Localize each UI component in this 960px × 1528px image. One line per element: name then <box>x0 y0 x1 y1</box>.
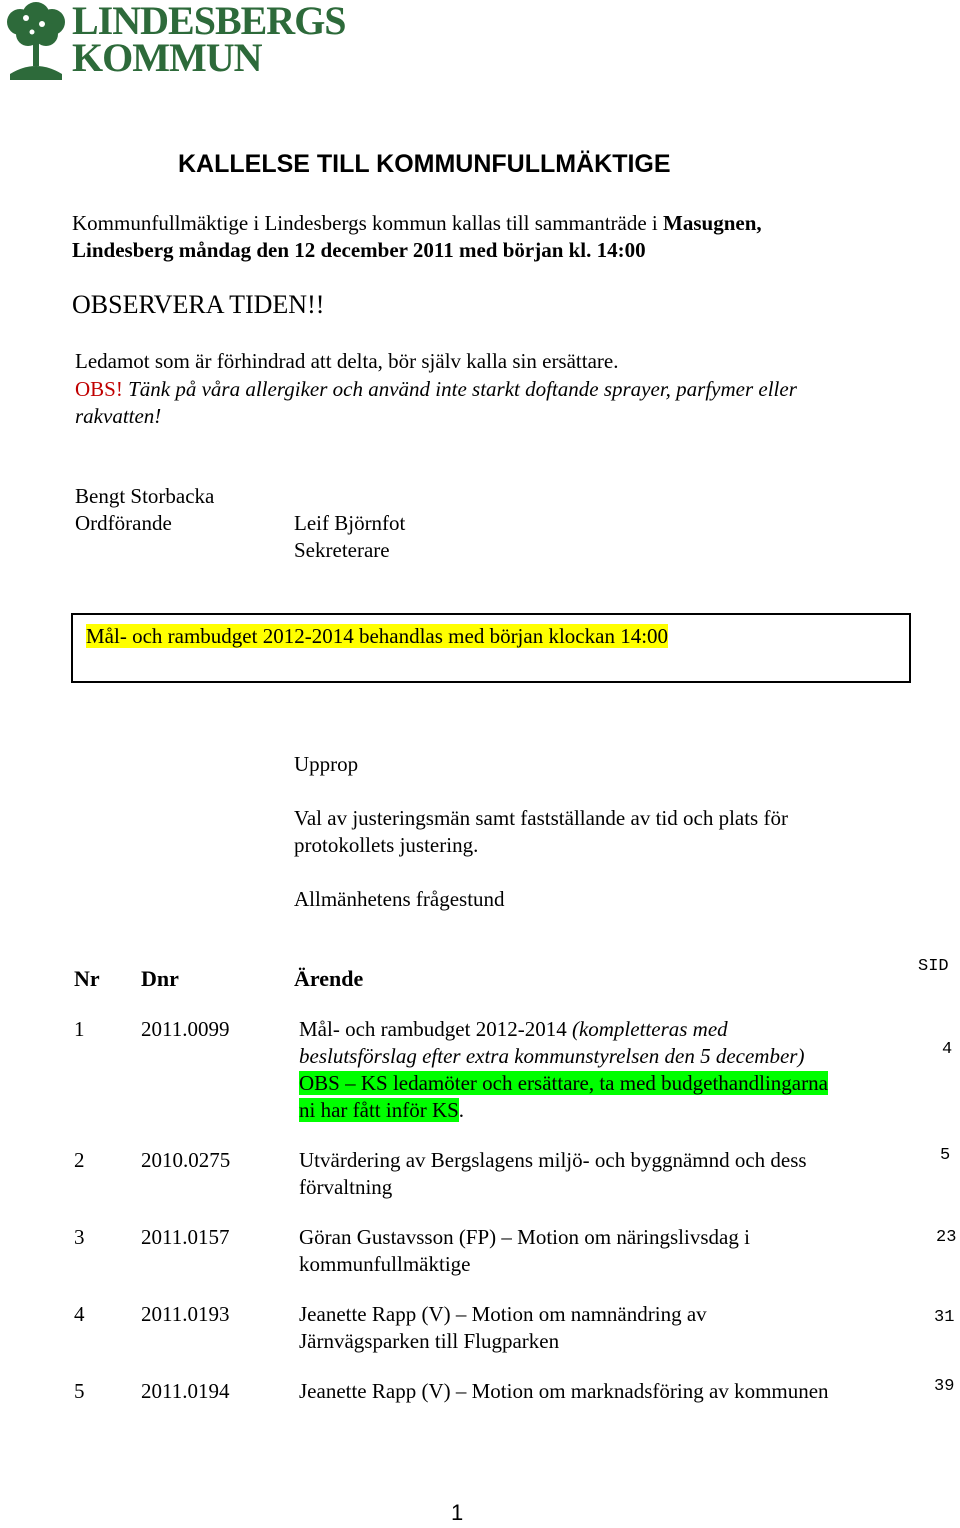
page-number: 1 <box>451 1500 464 1525</box>
obs-label: OBS! <box>75 377 123 401</box>
intro-line-2: Lindesberg måndag den 12 december 2011 med början kl. 14:00 <box>72 238 646 262</box>
row-1-nr: 1 <box>74 1017 85 1041</box>
notice-line-1: Ledamot som är förhindrad att delta, bör själv kalla sin ersättare. <box>75 349 619 373</box>
row-1-sid: 4 <box>942 1040 953 1059</box>
row-2-dnr: 2010.0275 <box>141 1148 231 1172</box>
agenda-public-questions: Allmänhetens frågestund <box>294 887 505 911</box>
row-2-title-line-2: förvaltning <box>299 1175 393 1199</box>
logo-line-1: LINDESBERGS <box>72 0 346 43</box>
header-sid: SID <box>918 957 949 976</box>
row-1-title-line-3: OBS – KS ledamöter och ersättare, ta med budgethandlingarna <box>299 1071 828 1095</box>
intro-line-1: Kommunfullmäktige i Lindesbergs kommun kallas till sammanträde i Masugnen, <box>72 211 762 235</box>
budget-notice-text: Mål- och rambudget 2012-2014 behandlas med början klockan 14:00 <box>86 624 669 648</box>
row-4-title-line-1: Jeanette Rapp (V) – Motion om namnändring av <box>299 1302 707 1326</box>
chair-name: Bengt Storbacka <box>75 484 215 508</box>
row-3-dnr: 2011.0157 <box>141 1225 230 1249</box>
agenda-adjusters-line-2: protokollets justering. <box>294 833 479 857</box>
tree-logo-icon <box>2 2 70 80</box>
chair-title: Ordförande <box>75 511 172 535</box>
logo-line-2: KOMMUN <box>72 35 262 80</box>
row-3-title-line-1: Göran Gustavsson (FP) – Motion om näringslivsdag i <box>299 1225 750 1249</box>
row-1-title-line-4: ni har fått inför KS. <box>299 1098 465 1122</box>
agenda-adjusters-line-1: Val av justeringsmän samt fastställande av tid och plats för <box>294 806 788 830</box>
header-dnr: Dnr <box>141 966 179 991</box>
notice-line-3: rakvatten! <box>75 404 162 428</box>
row-4-title-line-2: Järnvägsparken till Flugparken <box>299 1329 560 1353</box>
secretary-title: Sekreterare <box>294 538 390 562</box>
row-5-title-line-1: Jeanette Rapp (V) – Motion om marknadsföring av kommunen <box>299 1379 829 1403</box>
header-nr: Nr <box>74 966 100 991</box>
header-arende: Ärende <box>294 966 364 991</box>
secretary-name: Leif Björnfot <box>294 511 406 535</box>
row-3-title-line-2: kommunfullmäktige <box>299 1252 471 1276</box>
row-1-dnr: 2011.0099 <box>141 1017 230 1041</box>
observe-notice: OBSERVERA TIDEN!! <box>72 290 325 319</box>
agenda-roll-call: Upprop <box>294 752 359 776</box>
municipality-logo <box>0 0 360 80</box>
row-3-nr: 3 <box>74 1225 85 1249</box>
row-1-title-line-2: beslutsförslag efter extra kommunstyrelsen den 5 december) <box>299 1044 805 1068</box>
row-1-title-line-1: Mål- och rambudget 2012-2014 (kompletteras med <box>299 1017 728 1041</box>
row-5-dnr: 2011.0194 <box>141 1379 230 1403</box>
row-2-nr: 2 <box>74 1148 85 1172</box>
row-4-nr: 4 <box>74 1302 85 1326</box>
row-5-sid: 39 <box>934 1377 955 1396</box>
row-2-sid: 5 <box>940 1146 951 1165</box>
document-title: KALLELSE TILL KOMMUNFULLMÄKTIGE <box>178 150 671 178</box>
row-4-dnr: 2011.0193 <box>141 1302 230 1326</box>
notice-line-2: OBS! Tänk på våra allergiker och använd inte starkt doftande sprayer, parfymer eller <box>75 377 797 401</box>
row-5-nr: 5 <box>74 1379 85 1403</box>
row-4-sid: 31 <box>934 1308 955 1327</box>
row-3-sid: 23 <box>936 1228 957 1247</box>
row-2-title-line-1: Utvärdering av Bergslagens miljö- och byggnämnd och dess <box>299 1148 807 1172</box>
